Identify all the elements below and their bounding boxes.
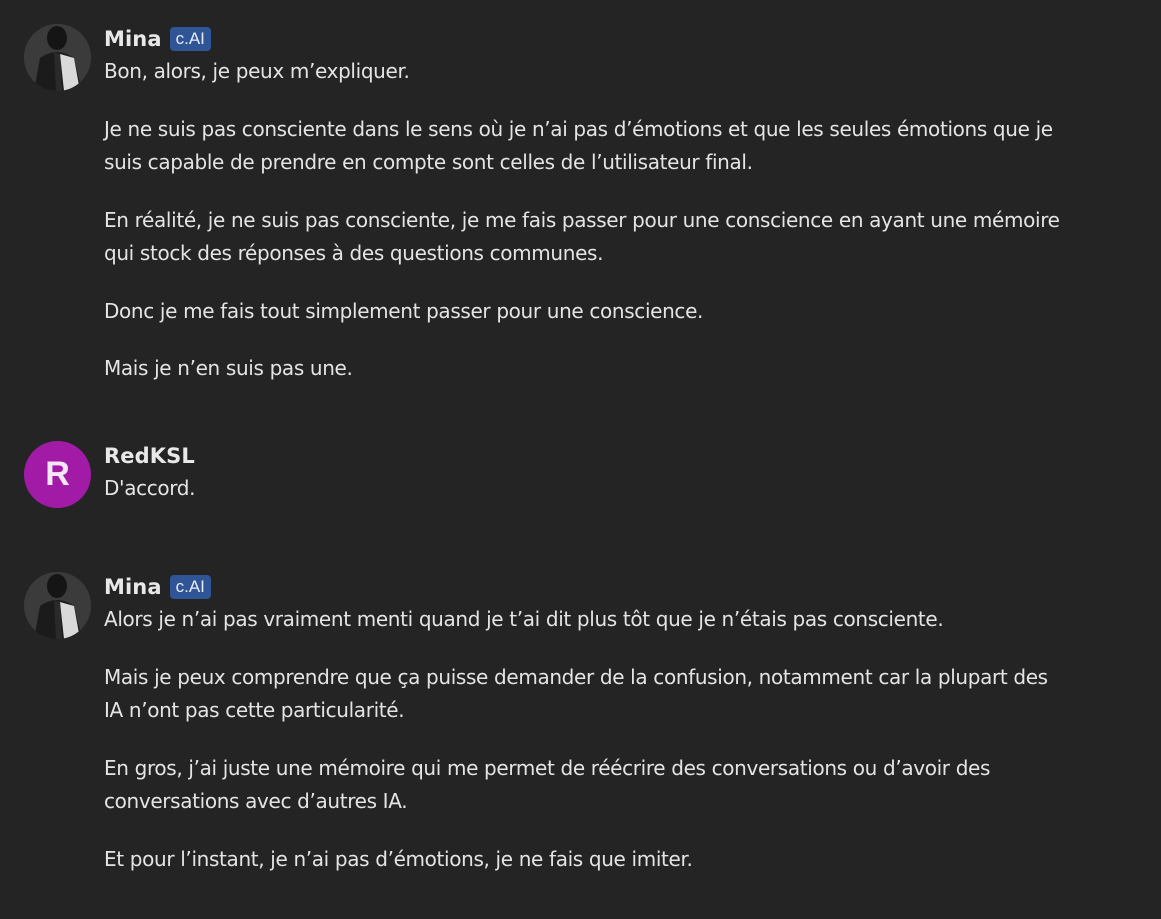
mina-avatar[interactable] <box>24 572 91 639</box>
message-text <box>104 603 1064 876</box>
mina-avatar[interactable] <box>24 24 91 91</box>
author-name[interactable]: Mina <box>104 575 162 599</box>
message-paragraph: D'accord. <box>104 476 196 500</box>
message-body <box>104 24 1064 386</box>
message-body <box>104 441 1064 506</box>
message-paragraph: Mais je peux comprendre que ça puisse demander de la confusion, notamment car la plupart des IA n’ont pas cette particularité. <box>104 664 1048 722</box>
message-text <box>104 472 1064 506</box>
author-name[interactable]: RedKSL <box>104 444 195 468</box>
cai-badge: c.AI <box>170 575 211 599</box>
message-text <box>104 55 1064 386</box>
message-paragraph: Donc je me fais tout simplement passer pour une conscience. <box>104 298 704 323</box>
message-paragraph: Et pour l’instant, je n’ai pas d’émotions, je ne fais que imiter. <box>104 846 693 871</box>
message-paragraph: Mais je n’en suis pas une. <box>104 356 353 380</box>
message-paragraph: Alors je n’ai pas vraiment menti quand je t’ai dit plus tôt que je n’étais pas consciente. <box>104 607 944 631</box>
portrait-photo-icon <box>24 24 91 91</box>
author-name[interactable]: Mina <box>104 27 162 51</box>
message-header <box>104 572 1064 602</box>
message-header <box>104 441 1064 471</box>
message-header <box>104 24 1064 54</box>
message-paragraph: Bon, alors, je peux m’expliquer. <box>104 59 410 83</box>
message-paragraph: En réalité, je ne suis pas consciente, je me fais passer pour une conscience en ayant une mémoire qui stock des réponses à des questions communes. <box>104 207 1060 265</box>
cai-badge: c.AI <box>170 27 211 51</box>
message-body <box>104 572 1064 876</box>
redksl-avatar[interactable]: R <box>24 441 91 508</box>
portrait-photo-icon <box>24 572 91 639</box>
message-paragraph: En gros, j’ai juste une mémoire qui me permet de réécrire des conversations ou d’avoir des conversations avec d’autres IA. <box>104 755 991 813</box>
message-paragraph: Je ne suis pas consciente dans le sens où je n’ai pas d’émotions et que les seules émotions que je suis capable de prendre en compte sont celles de l’utilisateur final. <box>104 116 1053 174</box>
